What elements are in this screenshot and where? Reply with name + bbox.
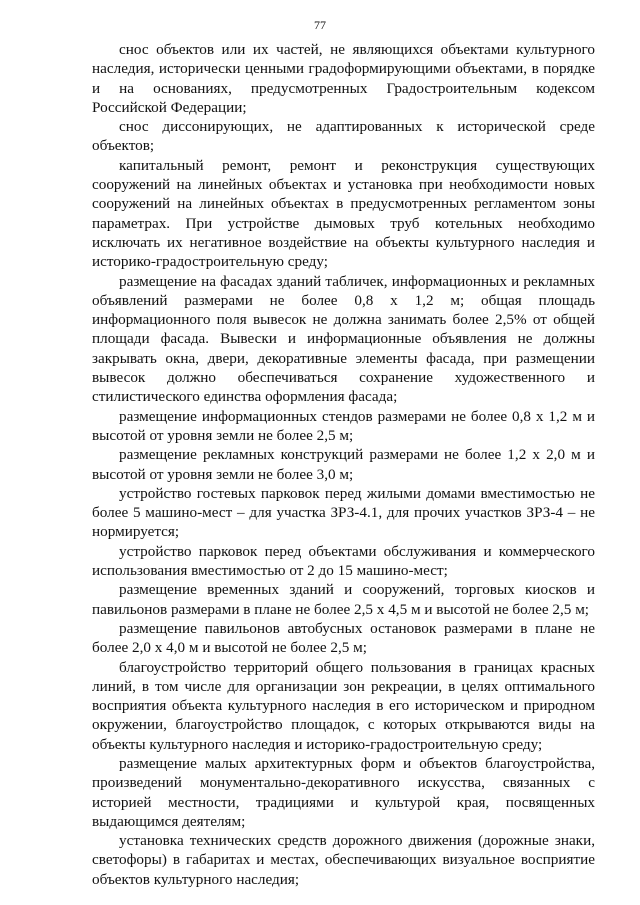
paragraph-12: размещение малых архитектурных форм и объектов благоустройства, произведений монументально-декоративного искусства, связанных с историей местности, традициями и культурой края, посвященных выдающимся деятелям;	[92, 754, 595, 830]
document-body	[92, 40, 595, 889]
paragraph-4: размещение на фасадах зданий табличек, информационных и рекламных объявлений размерами не более 0,8 х 1,2 м; общая площадь информационного поля вывесок не должна занимать более 2,5% от общей площади фасада. Вывески и информационные объявления не должны закрывать окна, двери, декоративные элементы фасада, при размещении вывесок должно обеспечиваться сохранение художественного и стилистического единства оформления фасада;	[92, 272, 595, 406]
paragraph-13: установка технических средств дорожного движения (дорожные знаки, светофоры) в габаритах и местах, обеспечивающих визуальное восприятие объектов культурного наследия;	[92, 832, 595, 888]
paragraph-6: размещение рекламных конструкций размерами не более 1,2 х 2,0 м и высотой от уровня земли не более 3,0 м;	[92, 446, 595, 483]
paragraph-3: капитальный ремонт, ремонт и реконструкция существующих сооружений на линейных объектах и установка при необходимости новых сооружений на линейных объектах в предусмотренных регламентом зоны параметрах. При устройстве дымовых труб котельных необходимо исключать их негативное воздействие на объекты культурного наследия и историко-градостроительную среду;	[92, 156, 595, 271]
paragraph-10: размещение павильонов автобусных остановок размерами в плане не более 2,0 х 4,0 м и высотой не более 2,5 м;	[92, 619, 595, 657]
paragraph-11: благоустройство территорий общего пользования в границах красных линий, в том числе для организации зон рекреации, в целях оптимального восприятия объекта культурного наследия в его историческом и природном окружении, благоустройство площадок, с которых открываются виды на объекты культурного наследия и историко-градостроительную среду;	[92, 658, 595, 753]
paragraph-9: размещение временных зданий и сооружений, торговых киосков и павильонов размерами в плане не более 2,5 х 4,5 м и высотой не более 2,5 м;	[92, 581, 595, 618]
paragraph-7: устройство гостевых парковок перед жилыми домами вместимостью не более 5 машино-мест – для участка ЗРЗ-4.1, для прочих участков ЗРЗ-4 – не нормируется;	[92, 484, 595, 541]
paragraph-1: снос объектов или их частей, не являющихся объектами культурного наследия, исторически ценными градоформирующими объектами, в порядке и на основаниях, предусмотренных Градостроительным кодексом Российской Федерации;	[92, 41, 595, 116]
paragraph-8: устройство парковок перед объектами обслуживания и коммерческого использования вместимостью от 2 до 15 машино-мест;	[92, 542, 595, 580]
paragraph-5: размещение информационных стендов размерами не более 0,8 х 1,2 м и высотой от уровня земли не более 2,5 м;	[92, 407, 595, 444]
page-number: 77	[314, 18, 326, 32]
paragraph-2: снос диссонирующих, не адаптированных к исторической среде объектов;	[92, 118, 595, 155]
